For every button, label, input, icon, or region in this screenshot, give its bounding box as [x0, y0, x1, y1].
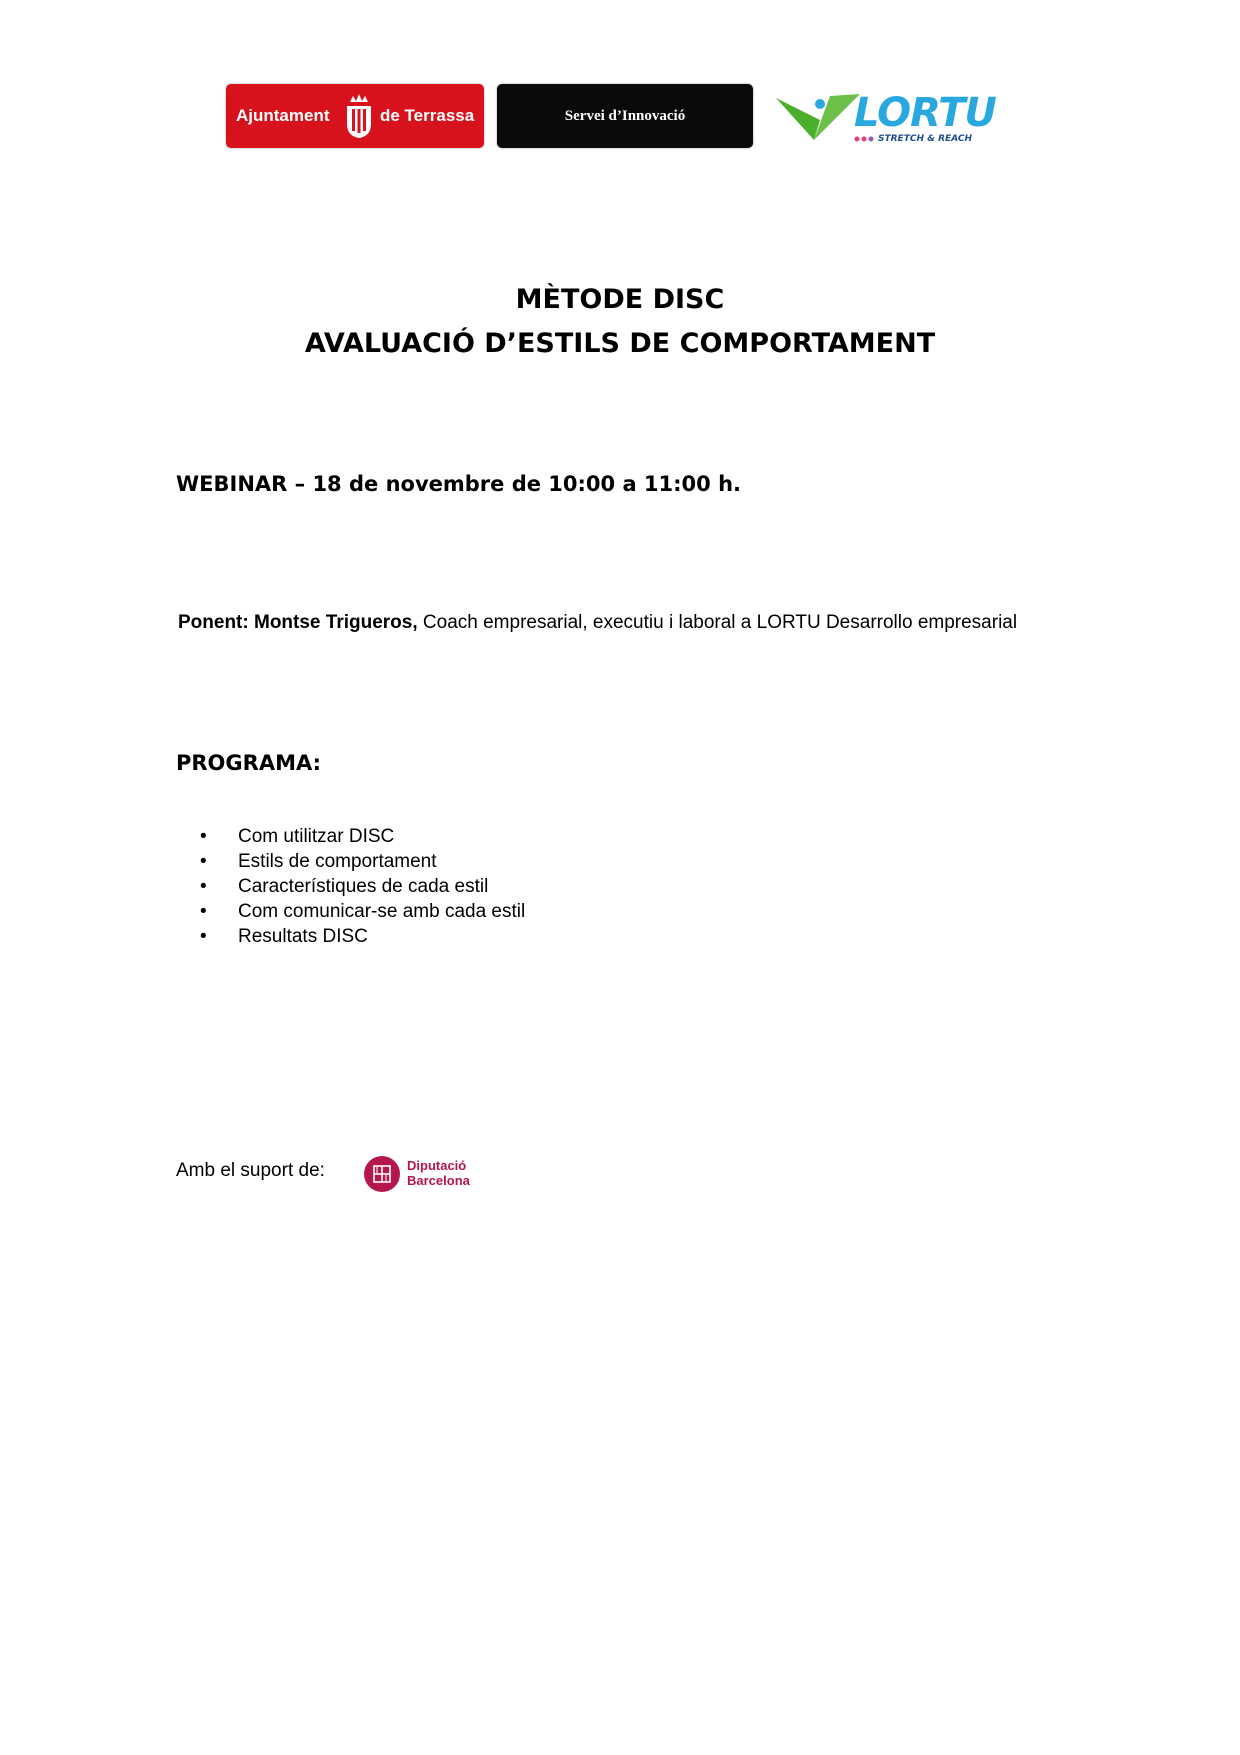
programa-heading: PROGRAMA:	[176, 751, 322, 775]
lortu-tagline: STRETCH & REACH	[878, 134, 972, 144]
diputacio-text	[407, 1158, 470, 1188]
list-item-text: Com comunicar-se amb cada estil	[238, 901, 526, 922]
servei-innovacio-text: Servei d’Innovació	[564, 107, 686, 124]
document-title: MÈTODE DISC	[515, 284, 725, 315]
speaker-line	[178, 612, 1017, 634]
servei-innovacio-logo	[497, 84, 753, 148]
diputacio-emblem-icon	[364, 1156, 400, 1192]
list-item-text: Estils de comportament	[238, 851, 437, 872]
lortu-dots-icon	[854, 135, 878, 143]
bullet-icon: •	[200, 901, 207, 922]
lortu-logo	[774, 84, 994, 148]
logo-terrassa-left: Ajuntament	[236, 106, 330, 125]
bullet-icon: •	[200, 926, 207, 947]
bullet-icon: •	[200, 826, 207, 847]
support-label: Amb el suport de:	[176, 1160, 325, 1181]
programa-list	[176, 824, 525, 949]
diputacio-line1: Diputació	[407, 1158, 467, 1173]
ajuntament-terrassa-logo	[226, 84, 484, 148]
lortu-wordmark: LORTU	[854, 90, 996, 136]
logo-terrassa-right: de Terrassa	[380, 106, 475, 125]
bullet-icon: •	[200, 876, 207, 897]
document-subtitle: AVALUACIÓ D’ESTILS DE COMPORTAMENT	[304, 328, 936, 359]
speaker-label: Ponent: Montse Trigueros,	[178, 612, 418, 633]
terrassa-shield-icon	[343, 92, 375, 140]
list-item	[176, 849, 525, 874]
webinar-date: WEBINAR – 18 de novembre de 10:00 a 11:00 h.	[176, 472, 742, 496]
speaker-description: Coach empresarial, executiu i laboral a LORTU Desarrollo empresarial	[417, 612, 1018, 633]
list-item	[176, 874, 525, 899]
diputacio-barcelona-logo	[364, 1152, 484, 1196]
diputacio-line2: Barcelona	[407, 1173, 470, 1188]
list-item-text: Característiques de cada estil	[238, 876, 489, 897]
lortu-v-icon	[774, 90, 860, 146]
list-item-text: Resultats DISC	[238, 926, 368, 947]
list-item	[176, 824, 525, 849]
list-item	[176, 924, 525, 949]
list-item	[176, 899, 525, 924]
list-item-text: Com utilitzar DISC	[238, 826, 395, 847]
bullet-icon: •	[200, 851, 207, 872]
